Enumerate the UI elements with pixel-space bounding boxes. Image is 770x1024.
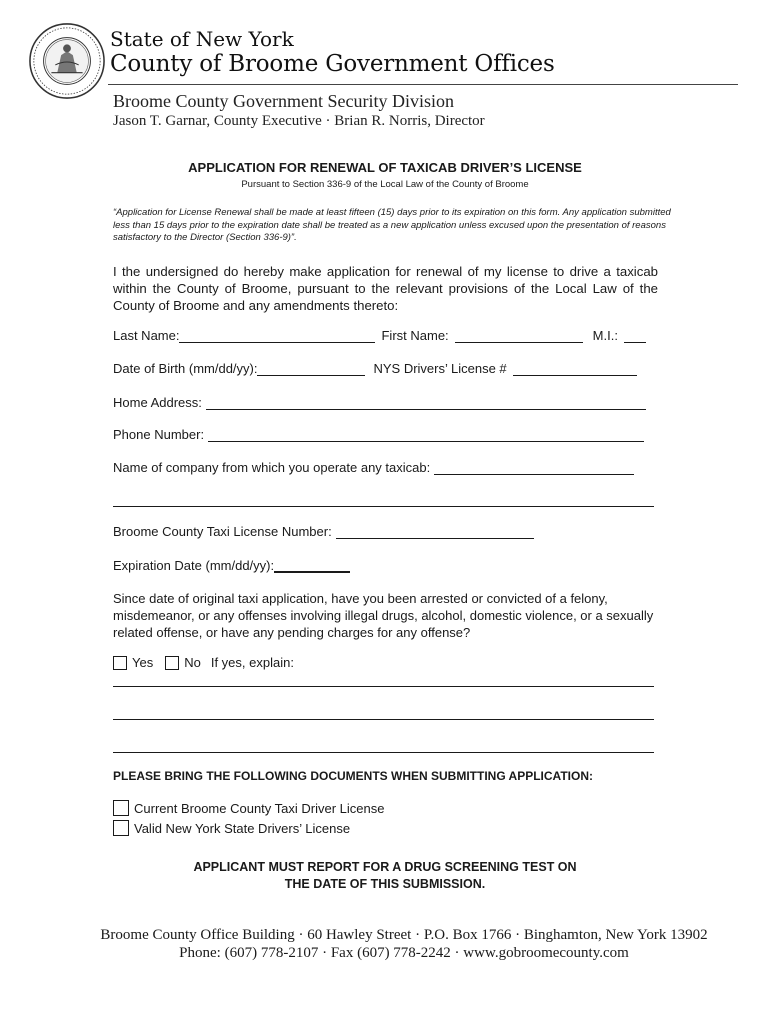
dob-label: Date of Birth (mm/dd/yy): xyxy=(113,361,258,376)
footer-address: Broome County Office Building · 60 Hawley Street · P.O. Box 1766 · Binghamton, New York 13902 xyxy=(100,927,708,943)
header-divider xyxy=(108,84,738,85)
explain-label: If yes, explain: xyxy=(210,655,294,670)
no-label: No xyxy=(184,655,201,670)
offense-question: Since date of original taxi application, have you been arrested or convicted of a felony, misdemeanor, or any offenses involving illegal drugs, alcohol, domestic violence, or a sexually related offense, or have any pending charges for any offense? xyxy=(113,591,654,640)
last-name-label: Last Name: xyxy=(113,328,180,343)
documents-heading: PLEASE BRING THE FOLLOWING DOCUMENTS WHEN SUBMITTING APPLICATION: xyxy=(113,769,593,783)
document-item-drivers-license xyxy=(113,820,350,836)
phone-row xyxy=(113,427,644,442)
address-label: Home Address: xyxy=(113,395,202,410)
taxi-license-row xyxy=(113,524,534,539)
yes-no-row xyxy=(113,655,294,670)
header-officials: Jason T. Garnar, County Executive · Brian R. Norris, Director xyxy=(113,113,485,129)
explain-line-3[interactable] xyxy=(113,752,654,753)
expiration-row xyxy=(113,558,350,573)
last-name-field[interactable] xyxy=(179,330,375,343)
first-name-field[interactable] xyxy=(455,330,583,343)
footer-contact: Phone: (607) 778-2107 · Fax (607) 778-2242 · www.gobroomecounty.com xyxy=(179,945,629,961)
expiration-field[interactable] xyxy=(274,560,350,573)
company-row xyxy=(113,460,634,475)
company-field-continued[interactable] xyxy=(113,506,654,507)
phone-label: Phone Number: xyxy=(113,427,205,442)
renewal-notice: “Application for License Renewal shall be made at least fifteen (15) days prior to its expiration on this form. Any application submitted less than 15 days prior to the expiration date shall be treated as a new application unless excused upon the presentation of reasons satisfactory to the Director (Section 336-9)”. xyxy=(113,207,671,243)
document-label: Current Broome County Taxi Driver License xyxy=(134,800,385,816)
county-seal-icon xyxy=(28,22,106,100)
address-row xyxy=(113,395,646,410)
drug-screening-line-2: THE DATE OF THIS SUBMISSION. xyxy=(284,877,486,891)
header-county: County of Broome Government Offices xyxy=(110,51,555,77)
company-field[interactable] xyxy=(434,462,634,475)
dob-row xyxy=(113,361,637,376)
taxi-license-checkbox[interactable] xyxy=(113,800,129,816)
yes-checkbox[interactable] xyxy=(113,656,127,670)
header-state: State of New York xyxy=(110,27,294,51)
taxi-license-field[interactable] xyxy=(336,526,534,539)
drug-screening-line-1: APPLICANT MUST REPORT FOR A DRUG SCREENING TEST ON xyxy=(193,860,577,874)
explain-line-1[interactable] xyxy=(113,686,654,687)
first-name-label: First Name: xyxy=(381,328,449,343)
taxi-license-label: Broome County Taxi License Number: xyxy=(113,524,332,539)
mi-field[interactable] xyxy=(624,330,646,343)
header-division: Broome County Government Security Division xyxy=(113,91,454,111)
explain-line-2[interactable] xyxy=(113,719,654,720)
company-label: Name of company from which you operate any taxicab: xyxy=(113,460,431,475)
document-label: Valid New York State Drivers’ License xyxy=(134,820,351,836)
phone-field[interactable] xyxy=(208,429,644,442)
form-title: APPLICATION FOR RENEWAL OF TAXICAB DRIVER’S LICENSE xyxy=(188,160,582,175)
intro-paragraph: I the undersigned do hereby make application for renewal of my license to drive a taxicab within the County of Broome, pursuant to the relevant provisions of the Local Law of the County of Broome and any amendments thereto: xyxy=(113,264,658,313)
dob-field[interactable] xyxy=(257,363,365,376)
license-label: NYS Drivers’ License # xyxy=(373,361,507,376)
no-checkbox[interactable] xyxy=(165,656,179,670)
name-row xyxy=(113,328,646,343)
expiration-label: Expiration Date (mm/dd/yy): xyxy=(113,558,275,573)
mi-label: M.I.: xyxy=(592,328,618,343)
address-field[interactable] xyxy=(206,397,646,410)
license-field[interactable] xyxy=(513,363,637,376)
yes-label: Yes xyxy=(132,655,154,670)
drivers-license-checkbox[interactable] xyxy=(113,820,129,836)
document-item-taxi-license xyxy=(113,800,384,816)
drug-screening-notice xyxy=(0,859,770,893)
form-subtitle: Pursuant to Section 336-9 of the Local Law of the County of Broome xyxy=(241,179,529,190)
